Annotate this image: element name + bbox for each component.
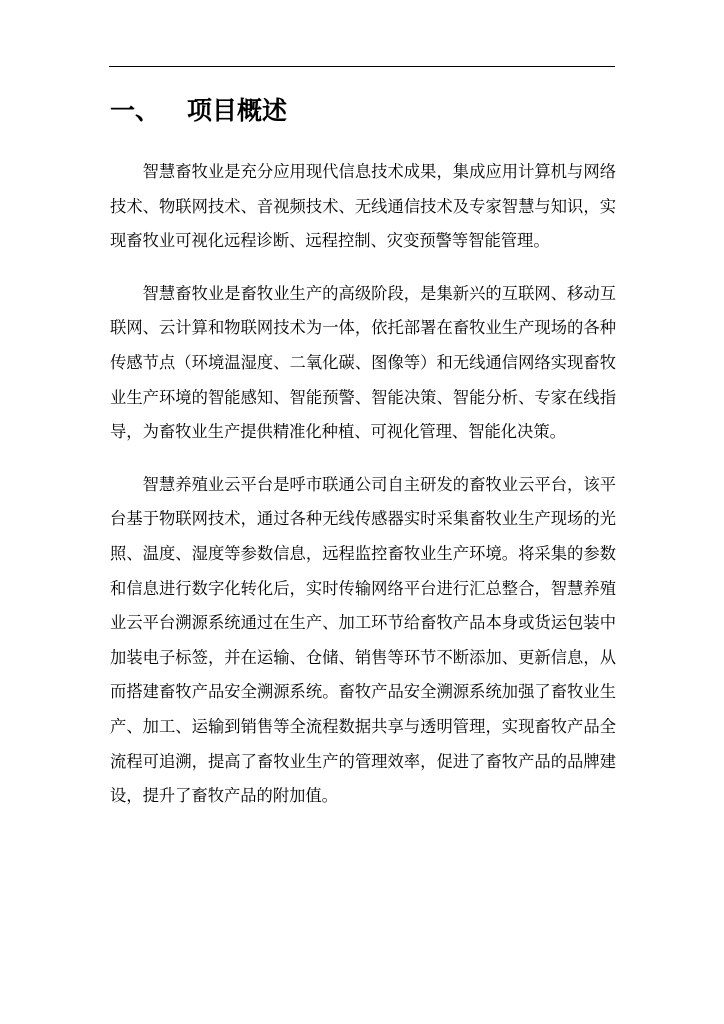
paragraph-definition: 智慧畜牧业是充分应用现代信息技术成果，集成应用计算机与网络技术、物联网技术、音视频技术、无线通信技术及专家智慧与知识，实现畜牧业可视化远程诊断、远程控制、灾变预警等智能管理。 [110,162,616,251]
section-title: 项目概述 [187,96,288,125]
section-heading [110,93,287,129]
header-rule [109,66,615,67]
section-number: 一、 [110,96,161,125]
paragraph-cloud-platform: 智慧养殖业云平台是呼市联通公司自主研发的畜牧业云平台，该平台基于物联网技术，通过各种无线传感器实时采集畜牧业生产现场的光照、温度、湿度等参数信息，远程监控畜牧业生产环境。将采集的参数和信息进行数字化转化后，实时传输网络平台进行汇总整合，智慧养殖业云平台溯源系统通过在生产、加工环节给畜牧产品本身或货运包装中加装电子标签，并在运输、仓储、销售等环节不断添加、更新信息，从而搭建畜牧产品安全溯源系统。畜牧产品安全溯源系统加强了畜牧业生产、加工、运输到销售等全流程数据共享与透明管理，实现畜牧产品全流程可追溯，提高了畜牧业生产的管理效率，促进了畜牧产品的品牌建设，提升了畜牧产品的附加值。 [110,474,616,806]
body-text [110,155,616,832]
paragraph-advanced-stage: 智慧畜牧业是畜牧业生产的高级阶段，是集新兴的互联网、移动互联网、云计算和物联网技术为一体，依托部署在畜牧业生产现场的各种传感节点（环境温湿度、二氧化碳、图像等）和无线通信网络实现畜牧业生产环境的智能感知、智能预警、智能决策、智能分析、专家在线指导，为畜牧业生产提供精准化种植、可视化管理、智能化决策。 [110,283,616,442]
